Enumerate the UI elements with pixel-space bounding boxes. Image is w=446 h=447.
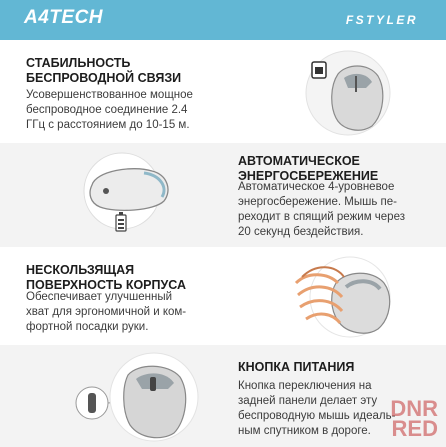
feature-description: Обеспечивает улучшенный хват для эргономичной и ком- фортной посадки руки.: [26, 291, 187, 333]
mouse-battery-image: [72, 151, 202, 237]
feature-non-slip: [0, 247, 446, 345]
series-logo: FSTYLER: [345, 13, 418, 27]
brand-logo: A4TECH: [24, 7, 104, 28]
feature-description: Кнопка переключения на задней панели делает эту беспроводную мышь идеаль- ным спутником в дороге.: [238, 380, 396, 437]
feature-title: АВТОМАТИЧЕСКОЕ ЭНЕРГОСБЕРЕЖЕНИЕ: [238, 154, 379, 183]
feature-power-button: [0, 345, 446, 447]
feature-description: Автоматическое 4-уровневое энергосбережение. Мышь пе- реходит в спящий режим через 20 секунд бездействия.: [238, 181, 405, 238]
feature-description: Усовершенствованное мощное беспроводное соединение 2.4 ГГц с расстоянием до 10-15 м.: [26, 89, 193, 131]
feature-wireless: [0, 40, 446, 143]
feature-title: НЕСКОЛЬЗЯЩАЯ ПОВЕРХНОСТЬ КОРПУСА: [26, 263, 187, 292]
mouse-power-switch-image: [70, 349, 200, 445]
brand-header: [0, 0, 446, 40]
mouse-with-receiver-image: [286, 48, 410, 138]
feature-title: СТАБИЛЬНОСТЬ БЕСПРОВОДНОЙ СВЯЗИ: [26, 56, 182, 85]
feature-title: КНОПКА ПИТАНИЯ: [238, 360, 355, 374]
hand-on-mouse-image: [286, 253, 414, 341]
watermark: DNR RED: [390, 396, 438, 441]
feature-power-saving: [0, 143, 446, 247]
